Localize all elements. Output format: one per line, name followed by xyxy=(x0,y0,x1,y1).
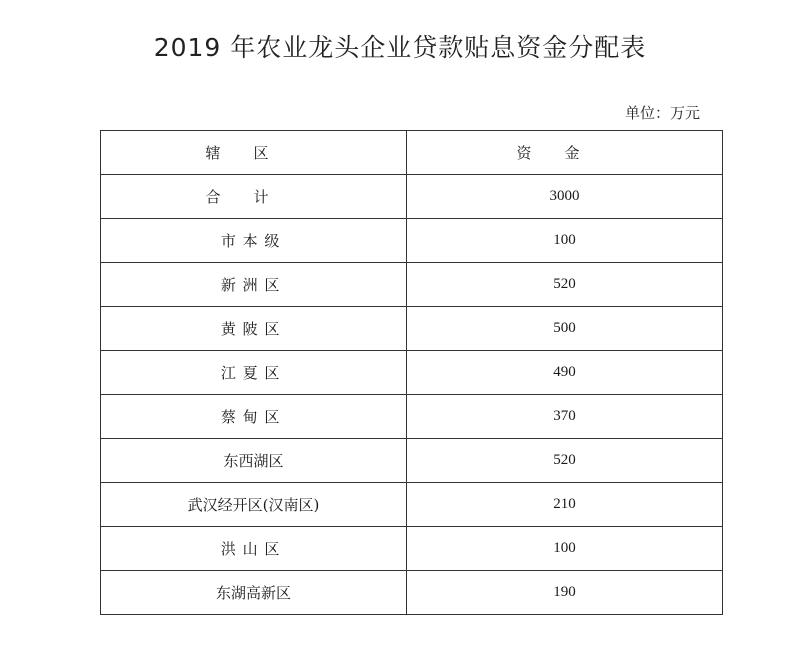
district-cell: 蔡甸区 xyxy=(101,395,407,439)
district-cell: 武汉经开区(汉南区) xyxy=(101,483,407,527)
district-cell: 合计 xyxy=(101,175,407,219)
table-row xyxy=(101,351,723,395)
amount-cell: 100 xyxy=(407,219,723,263)
district-cell: 市本级 xyxy=(101,219,407,263)
amount-cell: 370 xyxy=(407,395,723,439)
district-cell: 黄陂区 xyxy=(101,307,407,351)
header-district: 辖区 xyxy=(101,131,407,175)
amount-cell: 500 xyxy=(407,307,723,351)
district-cell: 东西湖区 xyxy=(101,439,407,483)
table-row xyxy=(101,219,723,263)
table-row xyxy=(101,307,723,351)
amount-cell: 520 xyxy=(407,439,723,483)
table-row xyxy=(101,175,723,219)
table-row xyxy=(101,571,723,615)
table-row xyxy=(101,527,723,571)
amount-cell: 490 xyxy=(407,351,723,395)
amount-cell: 100 xyxy=(407,527,723,571)
district-cell: 洪山区 xyxy=(101,527,407,571)
table-row xyxy=(101,439,723,483)
page-title: 2019 年农业龙头企业贷款贴息资金分配表 xyxy=(153,33,647,62)
table-row xyxy=(101,395,723,439)
allocation-table xyxy=(100,130,723,615)
amount-cell: 520 xyxy=(407,263,723,307)
table-header-row xyxy=(101,131,723,175)
table-row xyxy=(101,263,723,307)
district-cell: 新洲区 xyxy=(101,263,407,307)
unit-label: 单位：万元 xyxy=(624,104,700,122)
amount-cell: 190 xyxy=(407,571,723,615)
district-cell: 东湖高新区 xyxy=(101,571,407,615)
header-amount: 资金 xyxy=(407,131,723,175)
amount-cell: 3000 xyxy=(407,175,723,219)
district-cell: 江夏区 xyxy=(101,351,407,395)
table-row xyxy=(101,483,723,527)
amount-cell: 210 xyxy=(407,483,723,527)
